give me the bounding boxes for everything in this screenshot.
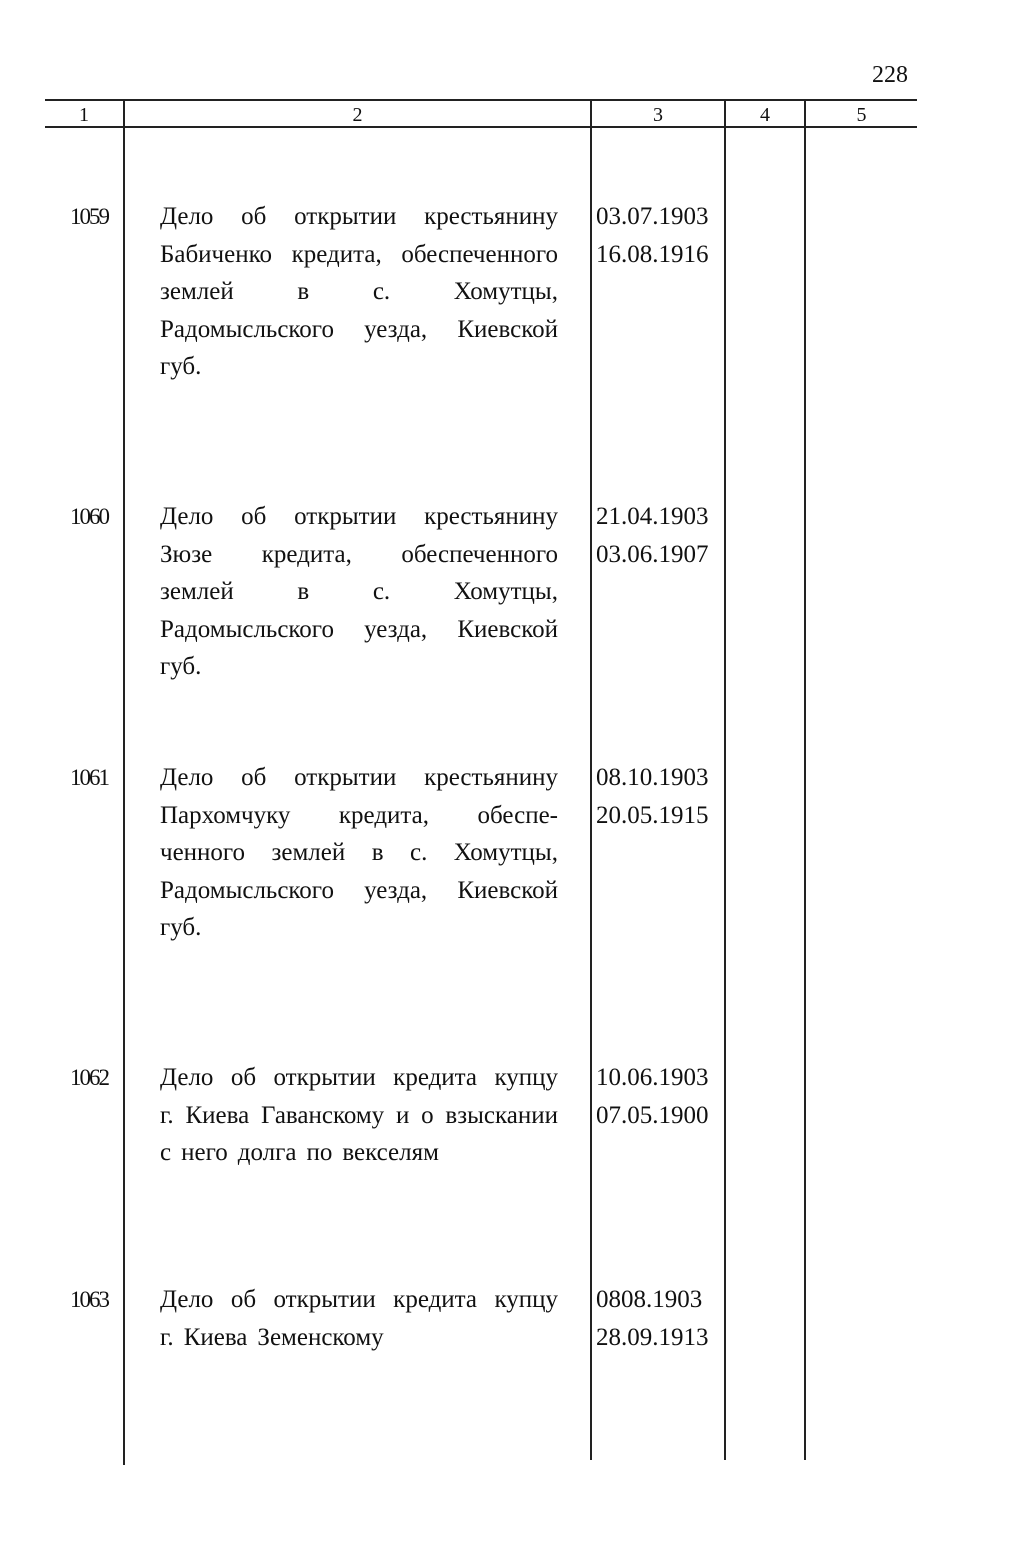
column-header-4: 4	[760, 104, 770, 126]
entry-dates	[596, 1059, 709, 1134]
entry-date: 03.07.1903	[596, 203, 709, 230]
entry-dates	[596, 759, 709, 834]
column-divider	[724, 100, 726, 1460]
entry-description	[160, 1059, 558, 1172]
entry-number: 1063	[70, 1287, 108, 1312]
description-line: г. Киева Гаванскому и о взыскании	[160, 1101, 558, 1129]
entry-date: 16.08.1916	[596, 240, 709, 268]
description-line: Радомысльского уезда, Киевской	[160, 876, 558, 904]
description-line: Бабиченко кредита, обеспеченного	[160, 240, 558, 268]
description-line: Дело об открытии крестьянину	[160, 764, 558, 791]
column-divider	[804, 100, 806, 1460]
description-line: губ.	[160, 353, 202, 380]
description-line: Радомысльского уезда, Киевской	[160, 615, 558, 643]
description-line: землей в с. Хомутцы,	[160, 578, 558, 605]
entry-description	[160, 498, 558, 686]
entry-date: 28.09.1913	[596, 1323, 709, 1351]
description-line: ченного землей в с. Хомутцы,	[160, 839, 558, 866]
entry-date: 20.05.1915	[596, 801, 709, 829]
description-line: Дело об открытии кредита купцу	[160, 1064, 558, 1091]
description-line: Дело об открытии крестьянину	[160, 503, 558, 530]
description-line: землей в с. Хомутцы,	[160, 278, 558, 305]
description-line: Зюзе кредита, обеспеченного	[160, 540, 558, 568]
entry-date: 07.05.1900	[596, 1101, 709, 1129]
description-line: Дело об открытии кредита купцу	[160, 1286, 558, 1313]
entry-number: 1061	[70, 765, 108, 790]
entry-description	[160, 759, 558, 947]
description-line: губ.	[160, 653, 202, 680]
entry-date: 08.10.1903	[596, 764, 709, 791]
entry-number: 1059	[70, 204, 108, 229]
entry-description	[160, 198, 558, 386]
column-header-5: 5	[856, 104, 867, 126]
description-line: губ.	[160, 914, 202, 941]
column-header-3: 3	[653, 104, 663, 126]
column-divider	[590, 100, 592, 1460]
table-top-rule	[45, 99, 917, 101]
column-header-2: 2	[352, 104, 363, 126]
column-header-1: 1	[79, 104, 89, 126]
entry-dates	[596, 1281, 709, 1356]
entry-date: 0808.1903	[596, 1286, 703, 1313]
entry-number: 1060	[70, 504, 108, 529]
entry-dates	[596, 198, 709, 273]
description-line: г. Киева Земенскому	[160, 1323, 384, 1351]
description-line: с него долга по векселям	[160, 1139, 439, 1166]
column-divider	[123, 100, 125, 1465]
entry-description	[160, 1281, 558, 1356]
entry-date: 10.06.1903	[596, 1064, 709, 1091]
description-line: Дело об открытии крестьянину	[160, 203, 558, 230]
entry-date: 03.06.1907	[596, 540, 709, 568]
description-line: Пархомчуку кредита, обеспе-	[160, 801, 558, 829]
description-line: Радомысльского уезда, Киевской	[160, 315, 558, 343]
page-number: 228	[872, 62, 908, 88]
entry-number: 1062	[70, 1065, 108, 1090]
entry-dates	[596, 498, 709, 573]
entry-date: 21.04.1903	[596, 503, 709, 530]
